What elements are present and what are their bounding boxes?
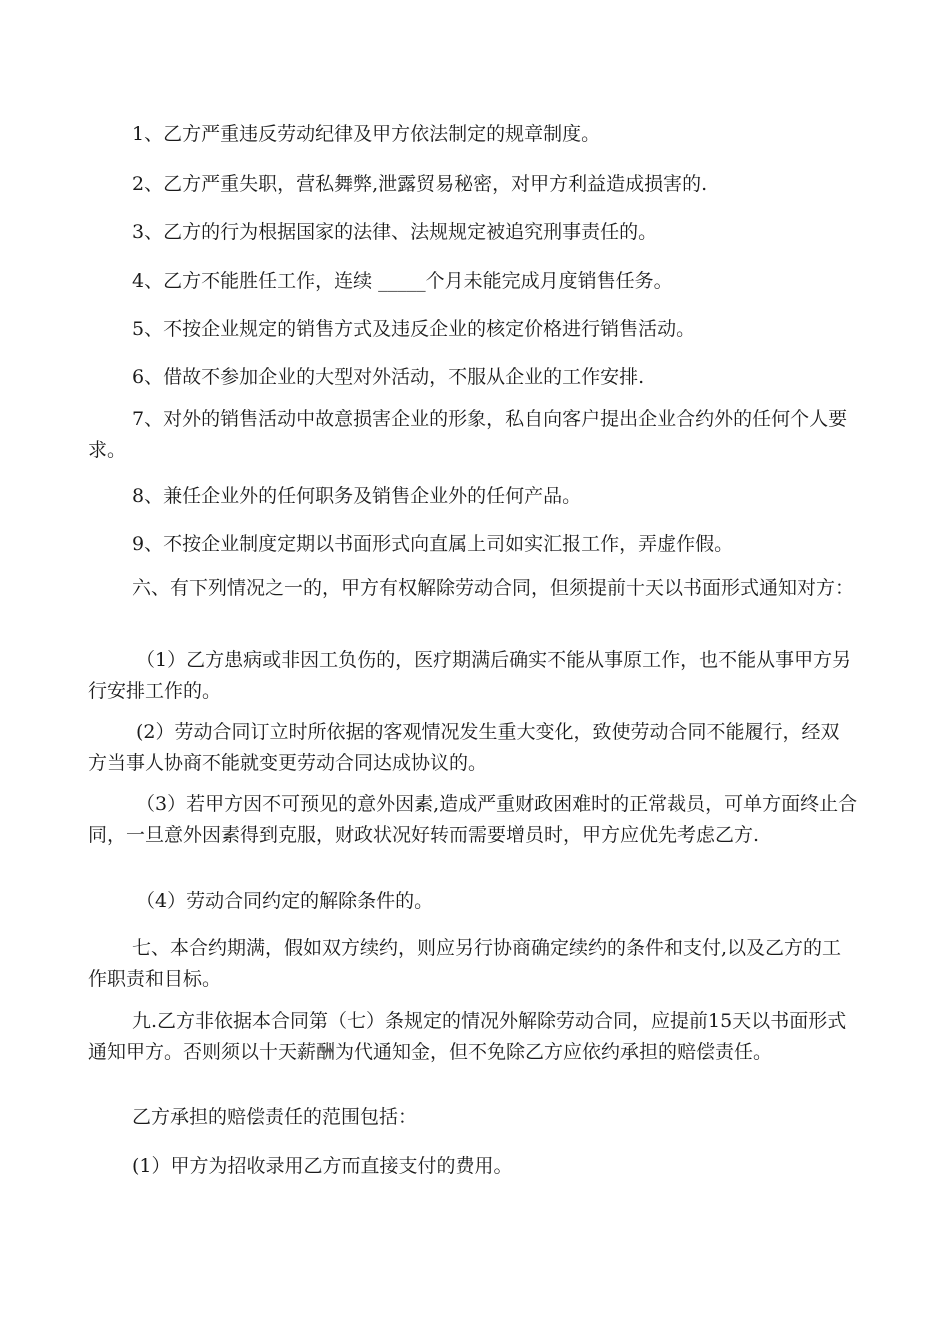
- section-six-item-3: （3）若甲方因不可预见的意外因素,造成严重财政困难时的正常裁员，可单方面终止合同，一旦意外因素得到克服，财政状况好转而需要增员时，甲方应优先考虑乙方.: [88, 793, 858, 846]
- section-nine: 九.乙方非依据本合同第（七）条规定的情况外解除劳动合同，应提前15天以书面形式通知甲方。否则须以十天薪酬为代通知金，但不免除乙方应依约承担的赔偿责任。: [88, 1010, 847, 1063]
- clause-1: 1、乙方严重违反劳动纪律及甲方依法制定的规章制度。: [132, 123, 601, 145]
- section-six-item-1: （1）乙方患病或非因工负伤的，医疗期满后确实不能从事原工作，也不能从事甲方另行安排工作的。: [88, 649, 852, 702]
- clause-7: 7、对外的销售活动中故意损害企业的形象，私自向客户提出企业合约外的任何个人要求。: [88, 408, 848, 461]
- section-six-item-2: (2）劳动合同订立时所依据的客观情况发生重大变化，致使劳动合同不能履行，经双方当事人协商不能就变更劳动合同达成协议的。: [88, 721, 840, 774]
- section-six-item-4: （4）劳动合同约定的解除条件的。: [136, 890, 434, 912]
- clause-3: 3、乙方的行为根据国家的法律、法规规定被追究刑事责任的。: [132, 221, 658, 243]
- clause-8: 8、兼任企业外的任何职务及销售企业外的任何产品。: [132, 485, 582, 507]
- clause-4: 4、乙方不能胜任工作，连续 _____个月未能完成月度销售任务。: [132, 270, 673, 292]
- clause-6: 6、借故不参加企业的大型对外活动，不服从企业的工作安排.: [132, 366, 645, 388]
- liability-scope-item-1: (1）甲方为招收录用乙方而直接支付的费用。: [132, 1155, 513, 1177]
- liability-scope-heading: 乙方承担的赔偿责任的范围包括：: [132, 1106, 418, 1128]
- clause-5: 5、不按企业规定的销售方式及违反企业的核定价格进行销售活动。: [132, 318, 696, 340]
- section-seven: 七、本合约期满，假如双方续约，则应另行协商确定续约的条件和支付,以及乙方的工作职责和目标。: [88, 937, 842, 990]
- clause-2: 2、乙方严重失职，营私舞弊,泄露贸易秘密，对甲方利益造成损害的.: [132, 173, 708, 195]
- section-six: 六、有下列情况之一的，甲方有权解除劳动合同，但须提前十天以书面形式通知对方：: [132, 577, 855, 599]
- clause-9: 9、不按企业制度定期以书面形式向直属上司如实汇报工作，弄虚作假。: [132, 533, 734, 555]
